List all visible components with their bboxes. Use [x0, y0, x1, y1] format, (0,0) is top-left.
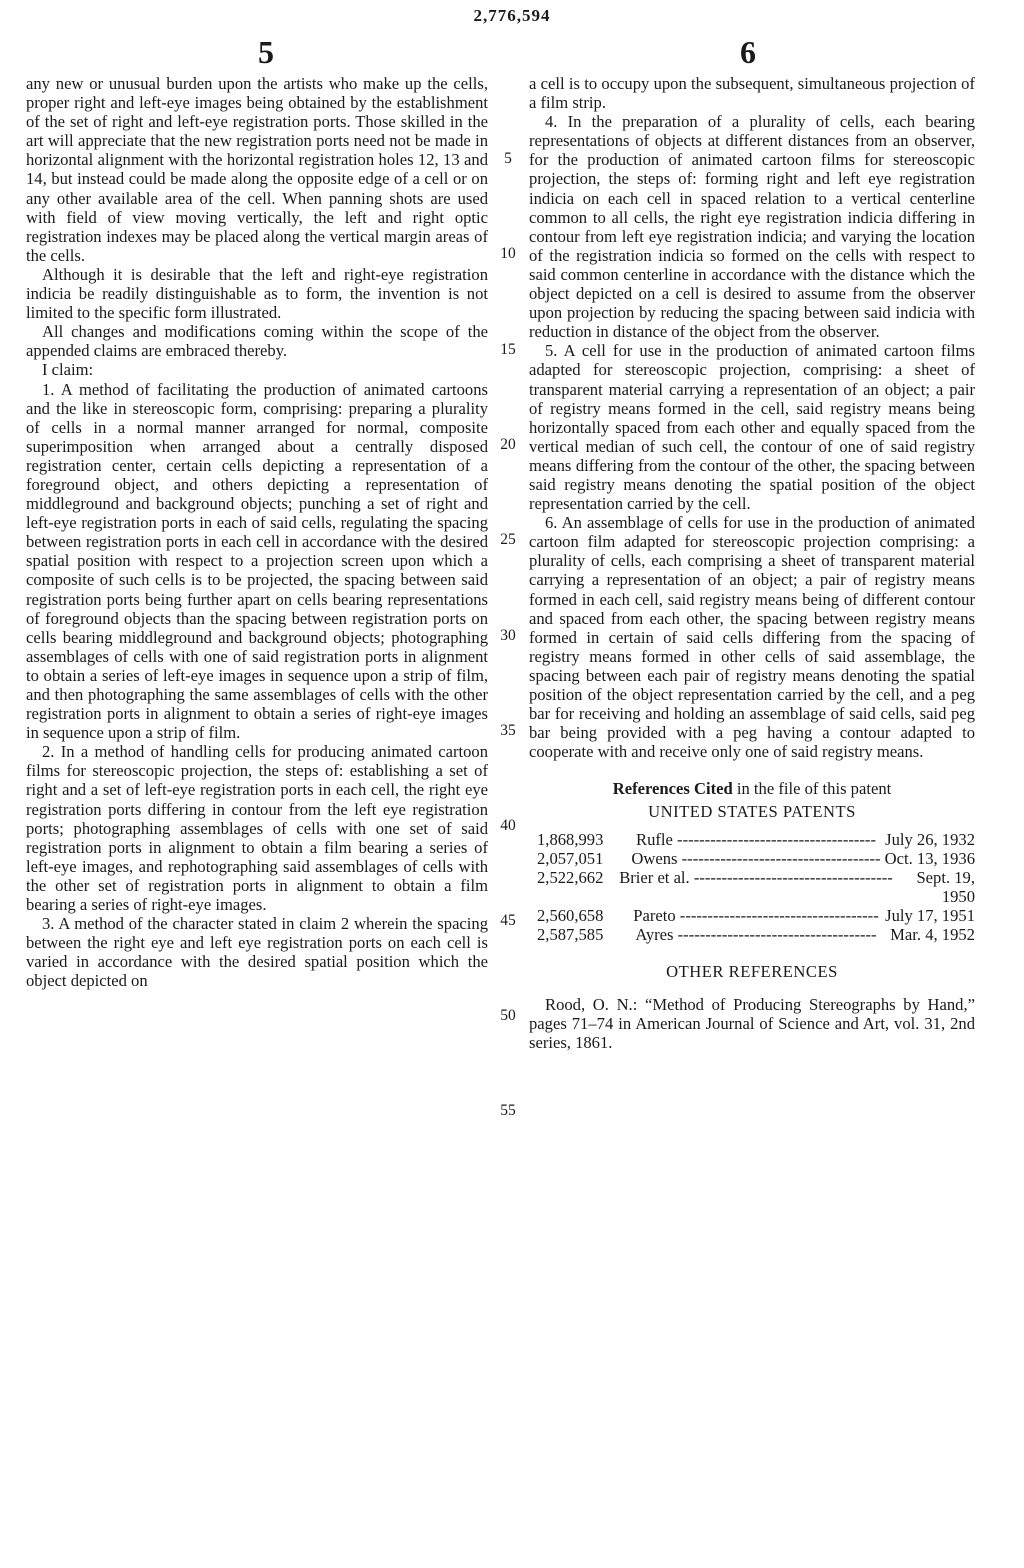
other-reference: Rood, O. N.: “Method of Producing Stereographs by Hand,” pages 71–74 in American Journal of Science and Art, vol. 31, 2nd series, 1861. — [529, 994, 975, 1052]
left-column — [26, 74, 488, 991]
patent-number: 2,522,662 — [537, 867, 604, 887]
patent-date: July 26, 1932 — [885, 829, 975, 849]
line-number: 15 — [500, 341, 516, 358]
patent-number: 2,587,585 — [537, 924, 604, 944]
patent-name: Pareto ------------------------------------ — [633, 905, 879, 925]
claim-1: 1. A method of facilitating the production of animated cartoons and the like in stereoscopic form, comprising: preparing a plurality of cells in a normal manner arranged for normal, composite superimposition when arranged about a centrally disposed registration center, certain cells depicting a representation of a foreground object, and others depicting a representation of middleground and background objects; punching a set of right and left-eye registration ports in each of said cells, regulating the spacing between registration ports in each cell in accordance with the desired spatial position with respect to a projection screen upon which a composite of such cells is to be projected, the spacing between said registration ports being further apart on cells bearing representations of foreground objects than the spacing between registration ports on cells bearing middleground and background objects; photographing assemblages of cells with one of said registration ports in alignment to obtain a series of left-eye images in sequence upon a strip of film, and then photographing the same assemblages of cells with the other registration ports in alignment to obtain a series of right-eye images in sequence upon a strip of film. — [26, 379, 488, 743]
line-number: 5 — [504, 150, 512, 167]
line-number: 40 — [500, 817, 516, 834]
patent-number: 2,560,658 — [537, 905, 604, 925]
line-number: 35 — [500, 722, 516, 739]
line-number: 55 — [500, 1102, 516, 1119]
claim-4: 4. In the preparation of a plurality of cells, each bearing representations of objects at different distances from an observer, for the production of animated cartoon films for stereoscopic projection, the steps of: forming right and left eye registration indicia on each cell in spaced relation to a vertical centerline common to all cells, the right eye registration indicia differing in contour from left eye registration indicia; and varying the location of the registration indicia so formed on the cells with respect to said common centerline in accordance with the distance which the object depicted on a cell is desired to assume from the observer upon projection by reducing the spacing between said indicia with reduction in distance of the object from the observer. — [529, 112, 975, 342]
patent-number: 2,776,594 — [473, 6, 551, 25]
references-heading-bold: References Cited — [612, 779, 733, 799]
paragraph: any new or unusual burden upon the artists who make up the cells, proper right and left-eye images being obtained by the establishment of the set of right and left-eye registration ports. Those skilled in the art will appreciate that the new registration ports need not be made in horizontal alignment with the horizontal registration holes 12, 13 and 14, but instead could be made along the opposite edge of a cell or on any other available area of the cell. When panning shots are used with field of view moving vertically, the left and right optic registration indexes may be placed along the vertical margin areas of the cells. — [26, 74, 488, 265]
right-column — [529, 74, 975, 1052]
patent-name: Ayres ------------------------------------ — [635, 924, 877, 944]
patent-name: Rufle ------------------------------------ — [636, 829, 876, 849]
other-references-heading: OTHER REFERENCES — [666, 961, 838, 981]
patent-number: 1,868,993 — [537, 829, 604, 849]
patent-date: Mar. 4, 1952 — [890, 924, 975, 944]
claim-6: 6. An assemblage of cells for use in the production of animated cartoon film adapted for stereoscopic projection comprising: a plurality of cells, each comprising a sheet of transparent material carrying a representation of an object; a pair of registry means formed in each cell, said registry means being of different contour and spaced from each other, the spacing between registry means formed in certain of said cells differing from the spacing of registry means formed in other cells of said assemblage, the spacing between each pair of registry means denoting the spatial position of the object representation carried by the cell, and a peg bar for receiving and holding an assemblage of said cells, said peg bar being provided with a peg having a contour adapted to cooperate with and receive only one of said registry means. — [529, 513, 975, 762]
patent-row — [529, 868, 975, 906]
paragraph: All changes and modifications coming within the scope of the appended claims are embraced thereby. — [26, 322, 488, 361]
patent-date: Sept. 19, 1950 — [916, 867, 975, 906]
claim-2: 2. In a method of handling cells for producing animated cartoon films for stereoscopic projection, the steps of: establishing a set of right and a set of left-eye registration ports in each cell, the right eye registration ports differing in contour from the left eye registration ports; photographing assemblages of cells with one set of said registration ports in alignment to obtain a film bearing a series of left-eye images, and rephotographing said assemblages of cells with the other set of registration ports in alignment to obtain a film bearing a series of right-eye images. — [26, 742, 488, 915]
paragraph: a cell is to occupy upon the subsequent, simultaneous projection of a film strip. — [529, 74, 975, 113]
patent-row — [529, 830, 975, 849]
right-column-number: 6 — [740, 34, 756, 70]
patent-name-text: Owens — [631, 848, 678, 868]
us-patents-heading: UNITED STATES PATENTS — [648, 802, 856, 822]
patent-name-text: Pareto — [633, 905, 676, 925]
line-number: 25 — [500, 531, 516, 548]
line-number: 50 — [500, 1007, 516, 1024]
patent-date: July 17, 1951 — [885, 905, 975, 925]
paragraph: Although it is desirable that the left and right-eye registration indicia be readily distinguishable as to form, the invention is not limited to the specific form illustrated. — [26, 264, 488, 323]
patent-date: Oct. 13, 1936 — [884, 848, 975, 868]
left-column-number: 5 — [258, 34, 274, 70]
claim-5: 5. A cell for use in the production of animated cartoon films adapted for stereoscopic projection, comprising: a sheet of transparent material carrying a representation of an object; a pair of registry means formed in the cell, said registry means being horizontally spaced from each other and equally spaced from the vertical median of such cell, the contour of one of said registry means differing from the contour of the other, the spacing between said registry means denoting the spatial position of the object representation carried by the cell. — [529, 341, 975, 514]
claim-3: 3. A method of the character stated in claim 2 wherein the spacing between the right eye and left eye registration ports on each cell is varied in accordance with the desired spatial position which the object depicted on — [26, 914, 488, 991]
references-heading-rest: in the file of this patent — [732, 779, 892, 799]
patent-name-text: Ayres — [635, 924, 674, 944]
line-number: 10 — [500, 245, 516, 262]
patent-number: 2,057,051 — [537, 848, 604, 868]
patent-name-text: Rufle — [636, 829, 673, 849]
patent-row — [529, 906, 975, 925]
patent-list — [529, 830, 975, 944]
line-number: 30 — [500, 627, 516, 644]
patent-row — [529, 849, 975, 868]
claim-intro: I claim: — [42, 360, 94, 380]
line-number: 45 — [500, 912, 516, 929]
line-number: 20 — [500, 436, 516, 453]
patent-name: Brier et al. ------------------------------------ — [619, 867, 893, 887]
patent-name-text: Brier et al. — [619, 867, 690, 887]
patent-row — [529, 925, 975, 944]
references-heading — [529, 779, 975, 798]
patent-name: Owens ------------------------------------ — [631, 848, 881, 868]
